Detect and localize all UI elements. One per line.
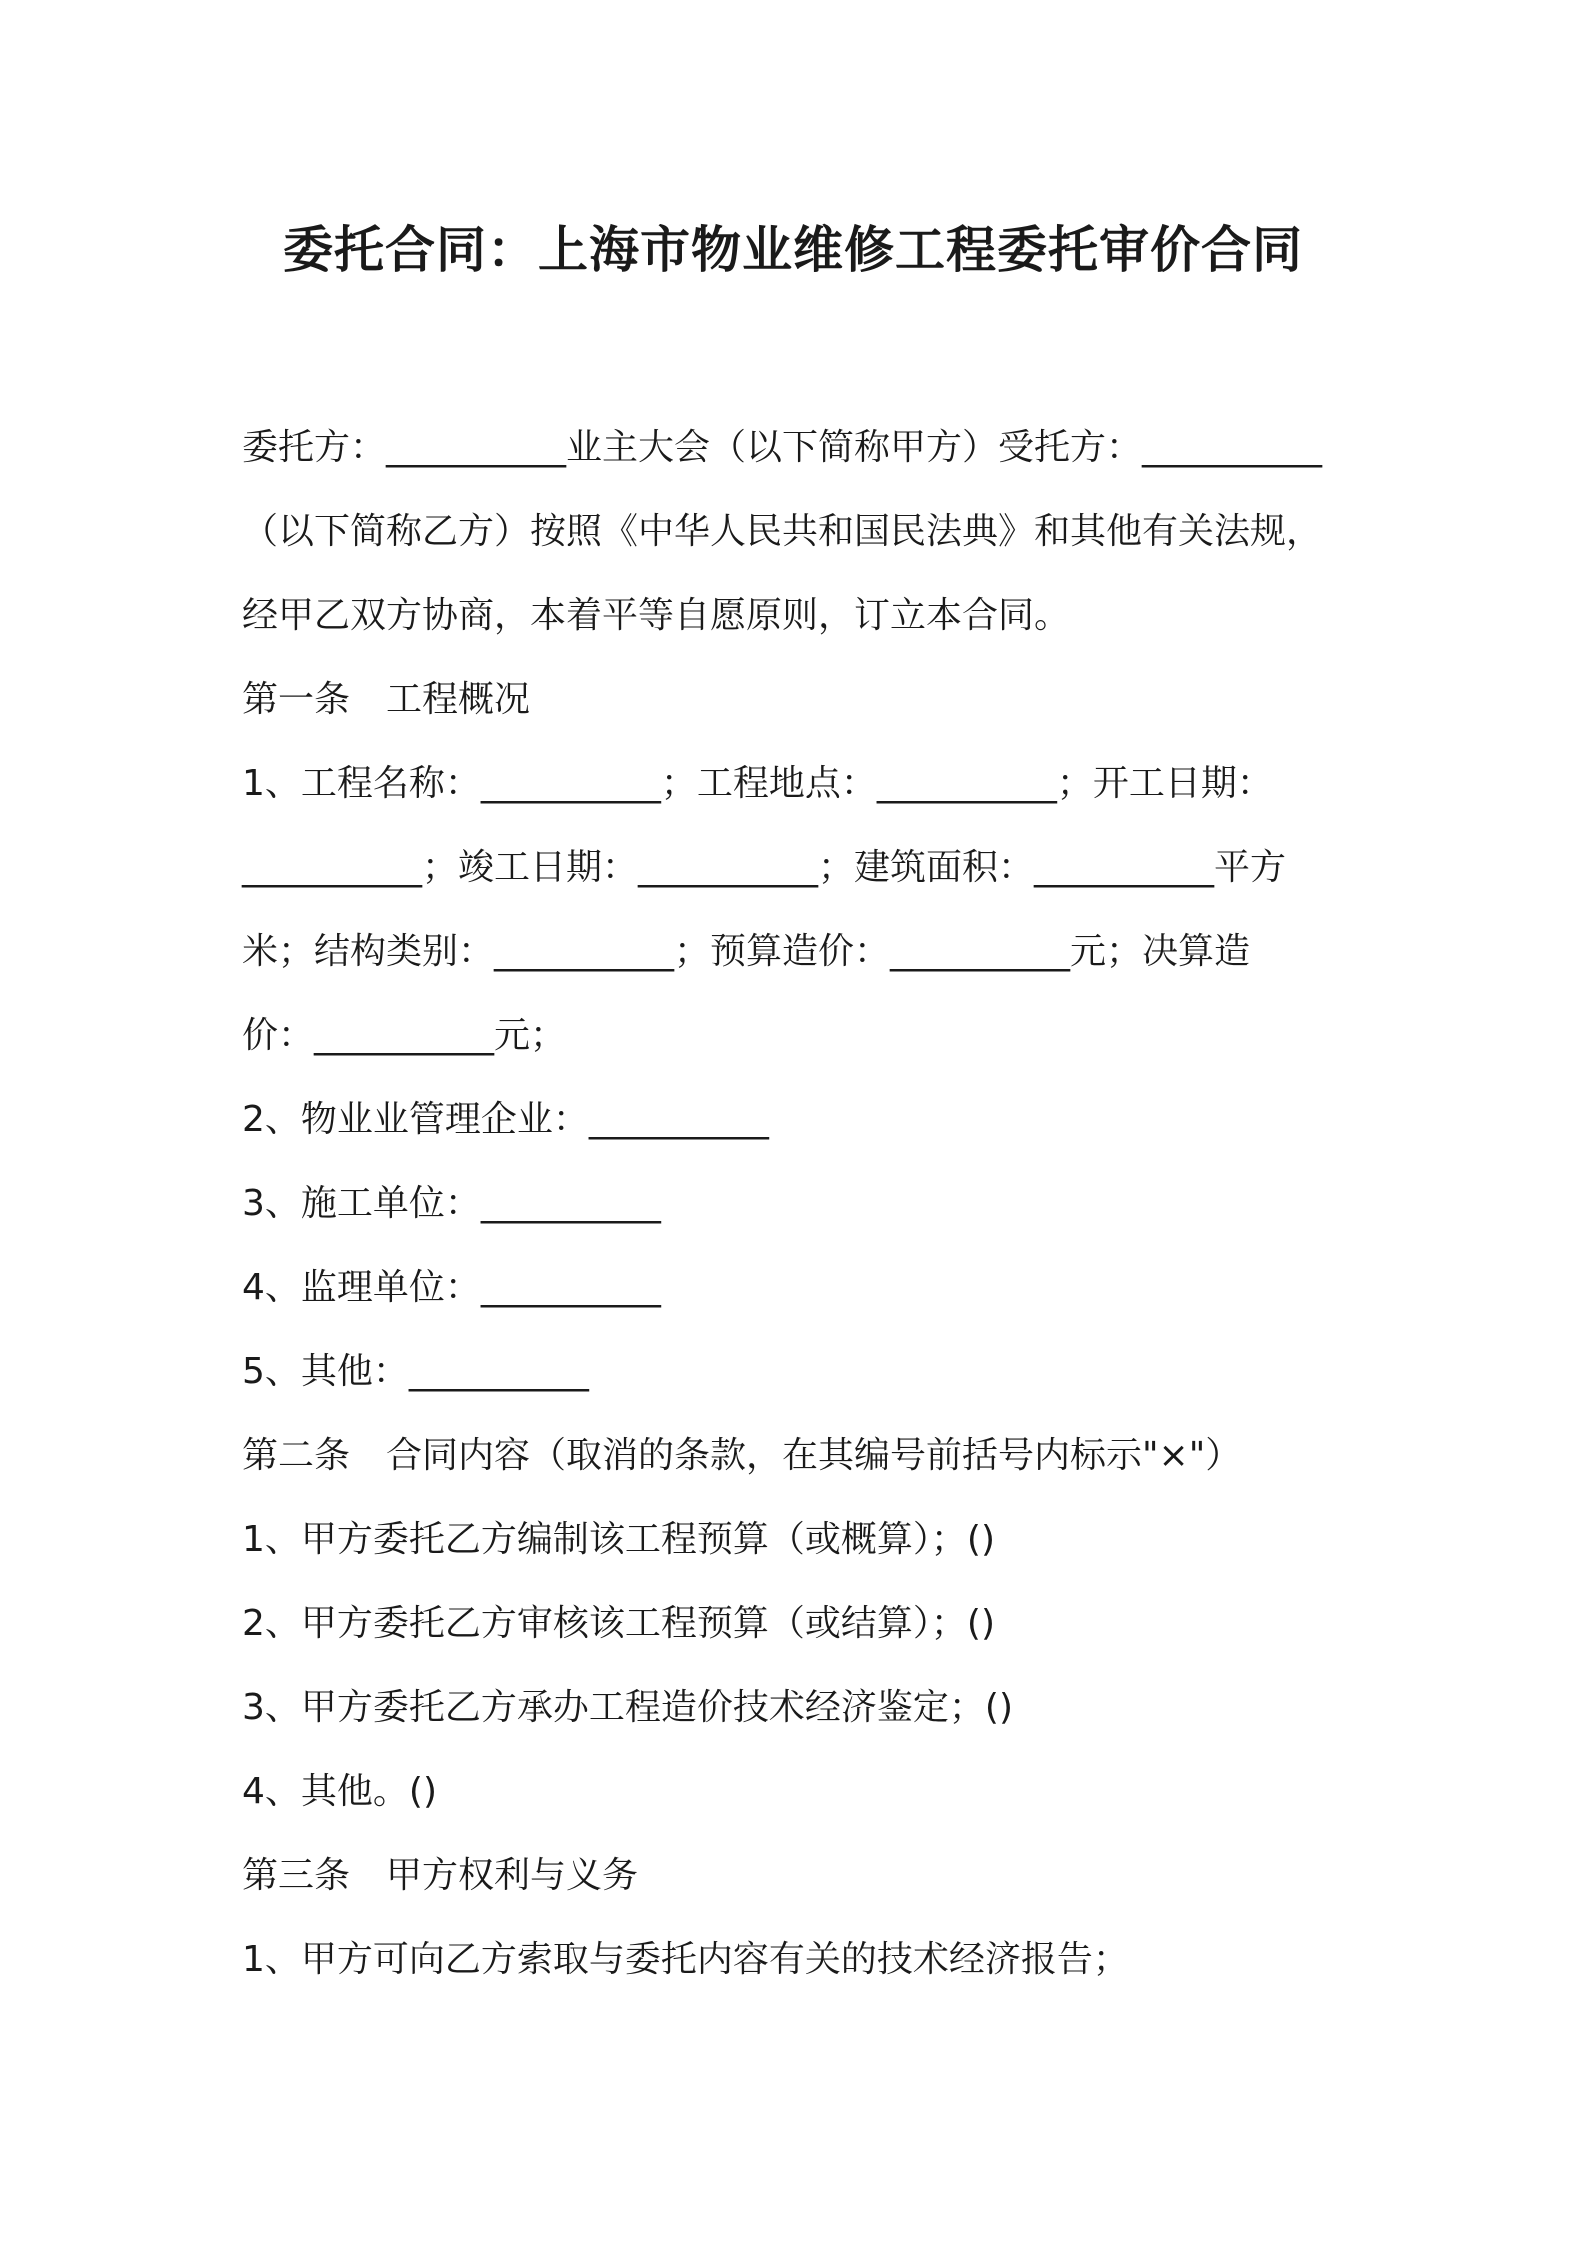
list-item: 2、甲方委托乙方审核该工程预算（或结算）；() bbox=[242, 1603, 995, 1644]
paragraph-line: 价：__________元； bbox=[242, 1015, 567, 1056]
article-heading: 第二条 合同内容（取消的条款，在其编号前括号内标示"×"） bbox=[242, 1435, 1242, 1476]
list-item: 1、甲方可向乙方索取与委托内容有关的技术经济报告； bbox=[242, 1939, 1129, 1980]
list-item: 5、其他：__________ bbox=[242, 1351, 589, 1392]
list-item: 2、物业业管理企业：__________ bbox=[242, 1099, 769, 1140]
paragraph-line: __________；竣工日期：__________；建筑面积：__________平方 bbox=[242, 847, 1287, 888]
document-title: 委托合同：上海市物业维修工程委托审价合同 bbox=[283, 221, 1303, 279]
paragraph-line: （以下简称乙方）按照《中华人民共和国民法典》和其他有关法规， bbox=[242, 511, 1323, 552]
document-body bbox=[242, 406, 1362, 2002]
list-item: 3、甲方委托乙方承办工程造价技术经济鉴定；() bbox=[242, 1687, 1013, 1728]
article-heading: 第三条 甲方权利与义务 bbox=[242, 1855, 639, 1896]
paragraph-line: 1、工程名称：__________；工程地点：__________；开工日期： bbox=[242, 763, 1273, 804]
paragraph-line: 委托方：__________业主大会（以下简称甲方）受托方：__________ bbox=[242, 427, 1323, 468]
list-item: 1、甲方委托乙方编制该工程预算（或概算）；() bbox=[242, 1519, 995, 1560]
paragraph-line: 经甲乙双方协商，本着平等自愿原则，订立本合同。 bbox=[242, 595, 1071, 636]
article-heading: 第一条 工程概况 bbox=[242, 679, 531, 720]
list-item: 4、其他。() bbox=[242, 1771, 437, 1812]
list-item: 3、施工单位：__________ bbox=[242, 1183, 661, 1224]
paragraph-line: 米；结构类别：__________；预算造价：__________元；决算造 bbox=[242, 931, 1251, 972]
list-item: 4、监理单位：__________ bbox=[242, 1267, 661, 1308]
